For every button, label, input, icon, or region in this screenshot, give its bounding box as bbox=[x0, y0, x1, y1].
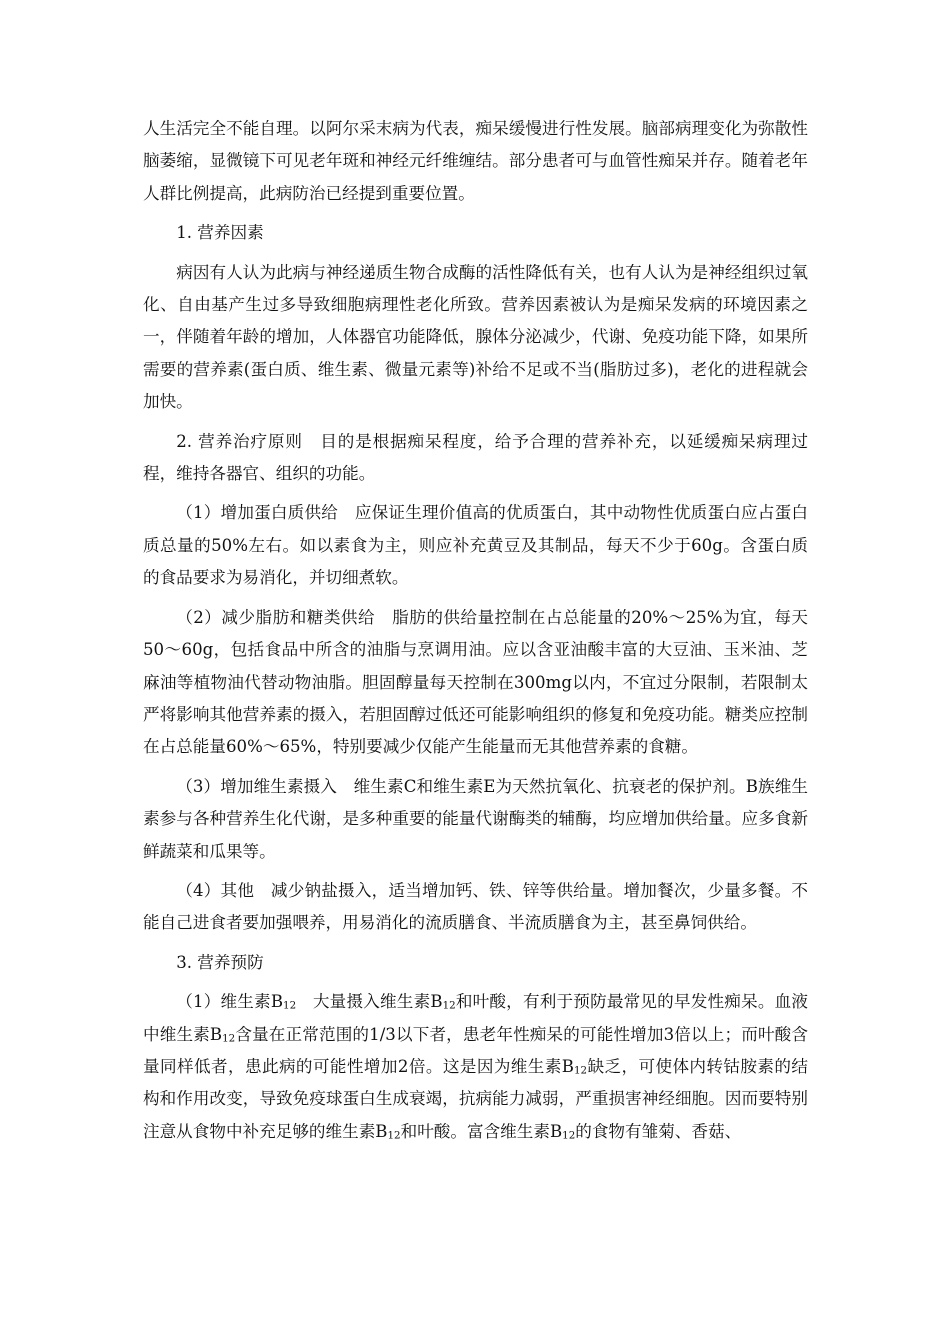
item-protein bbox=[143, 497, 808, 594]
subscript-12: 12 bbox=[222, 1032, 236, 1045]
vitamin-b12-text-4: 缺乏，可使体内转钴胺素的结构和作用改变，导致免疫球蛋白生成衰竭，抗病能力减弱，严重损害神经细胞。因而要特别注意从食物中补充足够的维生素B bbox=[143, 1056, 808, 1141]
subscript-12: 12 bbox=[573, 1064, 588, 1077]
item-vitamin-b12 bbox=[143, 986, 808, 1148]
item-protein-title: （1）增加蛋白质供给 bbox=[176, 503, 339, 523]
item-other bbox=[143, 875, 808, 940]
section-heading-nutrition-factors: 1. 营养因素 bbox=[176, 223, 264, 243]
section-heading-nutrition-prevention: 3. 营养预防 bbox=[176, 952, 264, 972]
item-other-title: （4）其他 bbox=[176, 880, 255, 900]
item-vitamins-title: （3）增加维生素摄入 bbox=[176, 776, 337, 796]
item-fat-sugar bbox=[143, 602, 808, 764]
section-heading-treatment-principles: 2. 营养治疗原则 bbox=[176, 431, 303, 451]
item-fat-sugar-title: （2）减少脂肪和糖类供给 bbox=[176, 607, 376, 627]
vitamin-b12-text-1: 大量摄入维生素B bbox=[312, 992, 443, 1012]
item-fat-sugar-text: 脂肪的供给量控制在占总能量的20%～25%为宜，每天50～60g，包括食品中所含的油脂与烹调用油。应以含亚油酸丰富的大豆油、玉米油、芝麻油等植物油代替动物油脂。胆固醇量每天控制在300mg以内，不宜过分限制，若限制太严将影响其他营养素的摄入，若胆固醇过低还可能影响组织的修复和免疫功能。糖类应控制在占总能量60%～65%，特别要减少仅能产生能量而无其他营养素的食糖。 bbox=[143, 607, 808, 757]
subscript-12: 12 bbox=[387, 1129, 401, 1142]
vitamin-b12-text-3: 含量在正常范围的1/3以下者，患老年性痴呆的可能性增加3倍以上；而叶酸含量同样低者，患此病的可能性增加2倍。这是因为维生素B bbox=[143, 1024, 808, 1076]
item-vitamins bbox=[143, 771, 808, 868]
vitamin-b12-text-5: 和叶酸。富含维生素B bbox=[400, 1121, 563, 1141]
item-other-text: 减少钠盐摄入，适当增加钙、铁、锌等供给量。增加餐次，少量多餐。不能自己进食者要加强喂养，用易消化的流质膳食、半流质膳食为主，甚至鼻饲供给。 bbox=[143, 880, 808, 933]
paragraph-nutrition-factors: 病因有人认为此病与神经递质生物合成酶的活性降低有关，也有人认为是神经组织过氧化、自由基产生过多导致细胞病理性老化所致。营养因素被认为是痴呆发病的环境因素之一，伴随着年龄的增加，人体器官功能降低，腺体分泌减少，代谢、免疫功能下降，如果所需要的营养素(蛋白质、维生素、微量元素等)补给不足或不当(脂肪过多)，老化的进程就会加快。 bbox=[143, 262, 808, 412]
subscript-12: 12 bbox=[283, 999, 297, 1012]
item-vitamin-b12-title: （1）维生素B bbox=[176, 992, 284, 1012]
subscript-12: 12 bbox=[442, 999, 456, 1012]
vitamin-b12-text-2: 和叶酸，有利于预防最常见的早发性痴呆。血液中维生素B bbox=[143, 992, 809, 1044]
document-body bbox=[143, 113, 808, 1148]
section-treatment-principles bbox=[143, 426, 808, 491]
item-vitamins-text: 维生素C和维生素E为天然抗氧化、抗衰老的保护剂。B族维生素参与各种营养生化代谢，是多种重要的能量代谢酶类的辅酶，均应增加供给量。应多食新鲜蔬菜和瓜果等。 bbox=[143, 776, 808, 861]
paragraph-intro: 人生活完全不能自理。以阿尔采末病为代表，痴呆缓慢进行性发展。脑部病理变化为弥散性脑萎缩，显微镜下可见老年斑和神经元纤维缠结。部分患者可与血管性痴呆并存。随着老年人群比例提高，此病防治已经提到重要位置。 bbox=[143, 119, 808, 203]
subscript-12: 12 bbox=[562, 1129, 576, 1142]
vitamin-b12-text-6: 的食物有雏菊、香菇、 bbox=[575, 1121, 742, 1141]
treatment-principles-text: 目的是根据痴呆程度，给予合理的营养补充，以延缓痴呆病理过程，维持各器官、组织的功能。 bbox=[143, 431, 808, 484]
item-protein-text: 应保证生理价值高的优质蛋白，其中动物性优质蛋白应占蛋白质总量的50%左右。如以素食为主，则应补充黄豆及其制品，每天不少于60g。含蛋白质的食品要求为易消化，并切细煮软。 bbox=[143, 503, 808, 588]
